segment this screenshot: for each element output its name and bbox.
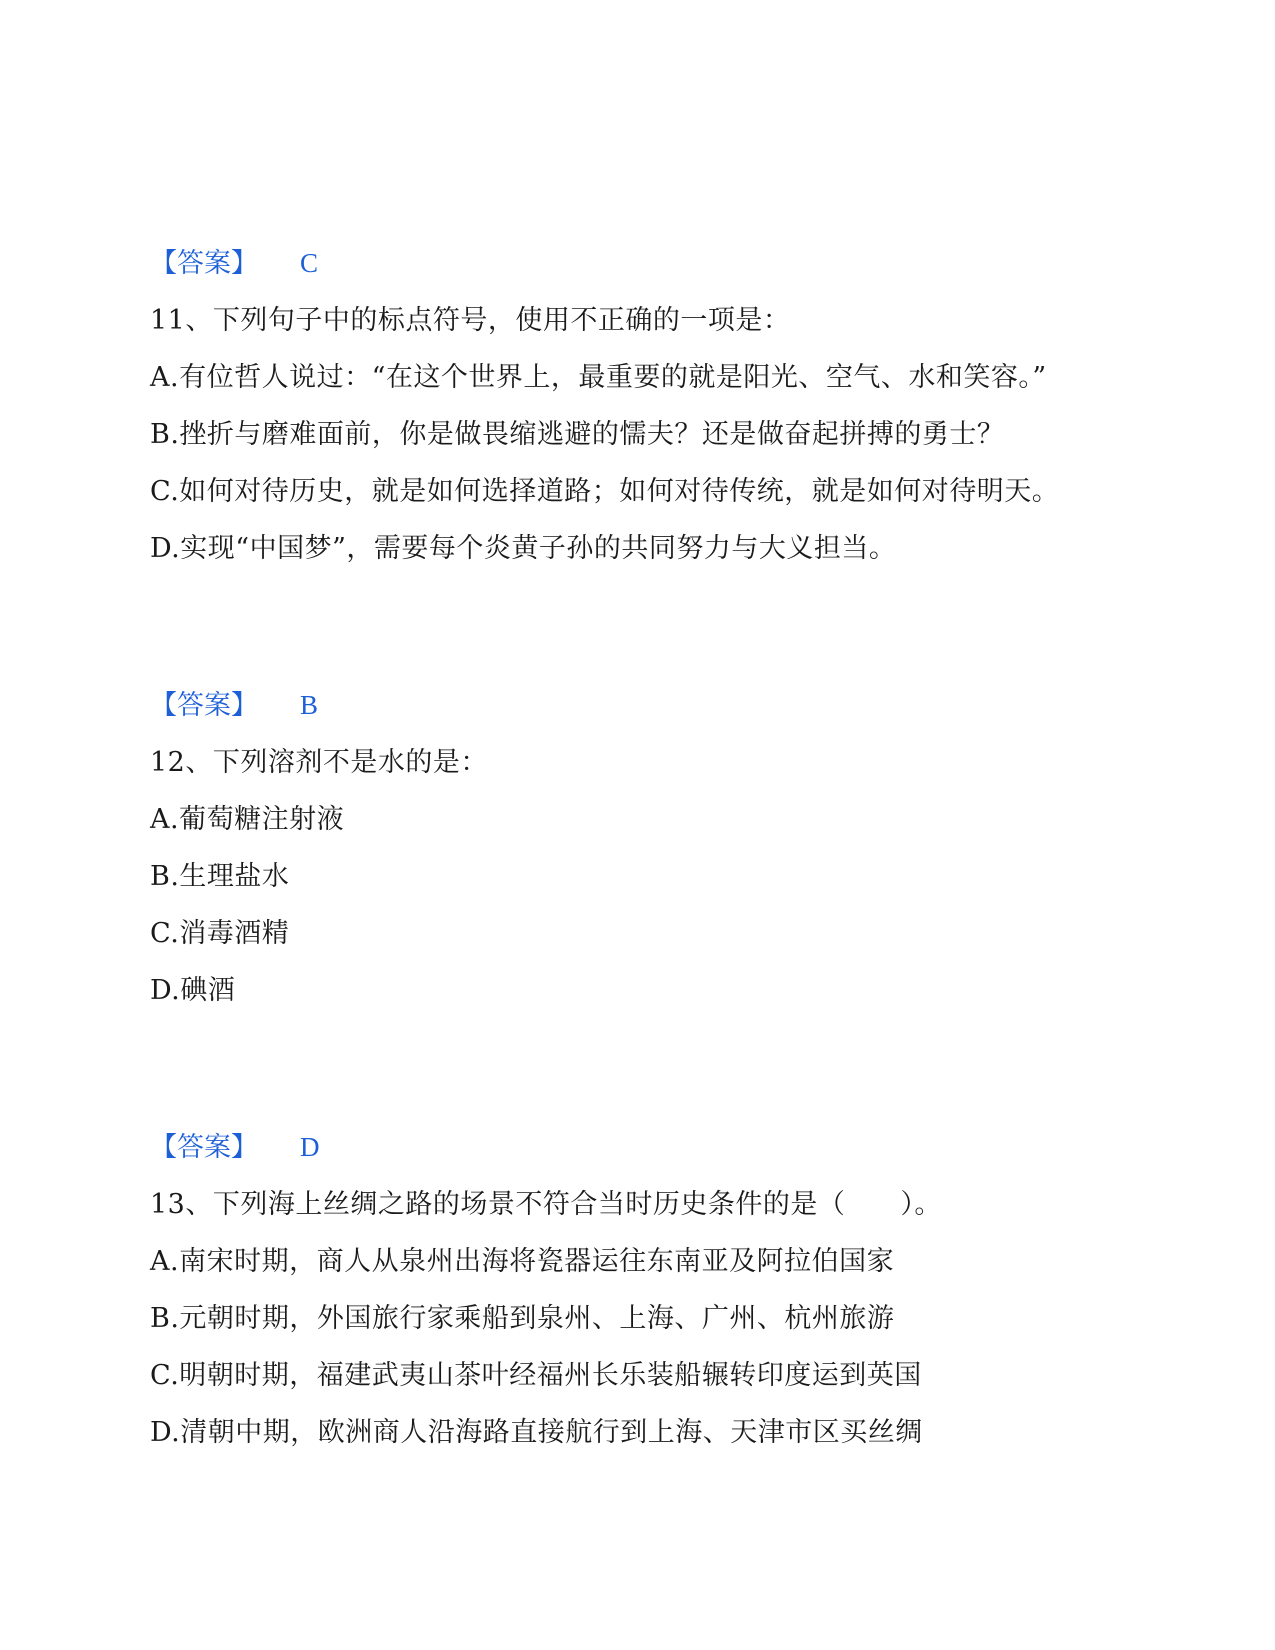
answer-row — [150, 677, 1150, 734]
option-a: A.有位哲人说过：“在这个世界上，最重要的就是阳光、空气、水和笑容。” — [150, 362, 1047, 393]
option-d: D.实现“中国梦”，需要每个炎黄子孙的共同努力与大义担当。 — [150, 533, 897, 564]
option-c: C.如何对待历史，就是如何选择道路；如何对待传统，就是如何对待明天。 — [150, 476, 1060, 507]
option-c: C.消毒酒精 — [150, 918, 290, 949]
question-text: 11、下列句子中的标点符号，使用不正确的一项是： — [150, 305, 791, 336]
answer-row — [150, 235, 1150, 292]
option-c: C.明朝时期，福建武夷山茶叶经福州长乐装船辗转印度运到英国 — [150, 1360, 922, 1391]
question-block-11 — [150, 235, 1150, 577]
answer-label: 【答案】 — [150, 1132, 258, 1163]
question-block-12 — [150, 677, 1150, 1019]
question-block-13 — [150, 1119, 1150, 1461]
option-b: B.元朝时期，外国旅行家乘船到泉州、上海、广州、杭州旅游 — [150, 1303, 895, 1334]
answer-value: C — [300, 248, 319, 278]
option-a: A.南宋时期，商人从泉州出海将瓷器运往东南亚及阿拉伯国家 — [150, 1246, 895, 1277]
option-d: D.碘酒 — [150, 975, 236, 1006]
option-a: A.葡萄糖注射液 — [150, 804, 345, 835]
option-b: B.挫折与磨难面前，你是做畏缩逃避的懦夫？还是做奋起拼搏的勇士？ — [150, 419, 1005, 450]
option-d: D.清朝中期，欧洲商人沿海路直接航行到上海、天津市区买丝绸 — [150, 1417, 923, 1448]
question-text: 13、下列海上丝绸之路的场景不符合当时历史条件的是（ ）。 — [150, 1189, 942, 1220]
option-b: B.生理盐水 — [150, 861, 290, 892]
answer-value: B — [300, 690, 319, 720]
answer-label: 【答案】 — [150, 690, 258, 721]
question-text: 12、下列溶剂不是水的是： — [150, 747, 488, 778]
answer-row — [150, 1119, 1150, 1176]
answer-label: 【答案】 — [150, 248, 258, 279]
answer-value: D — [300, 1132, 320, 1162]
